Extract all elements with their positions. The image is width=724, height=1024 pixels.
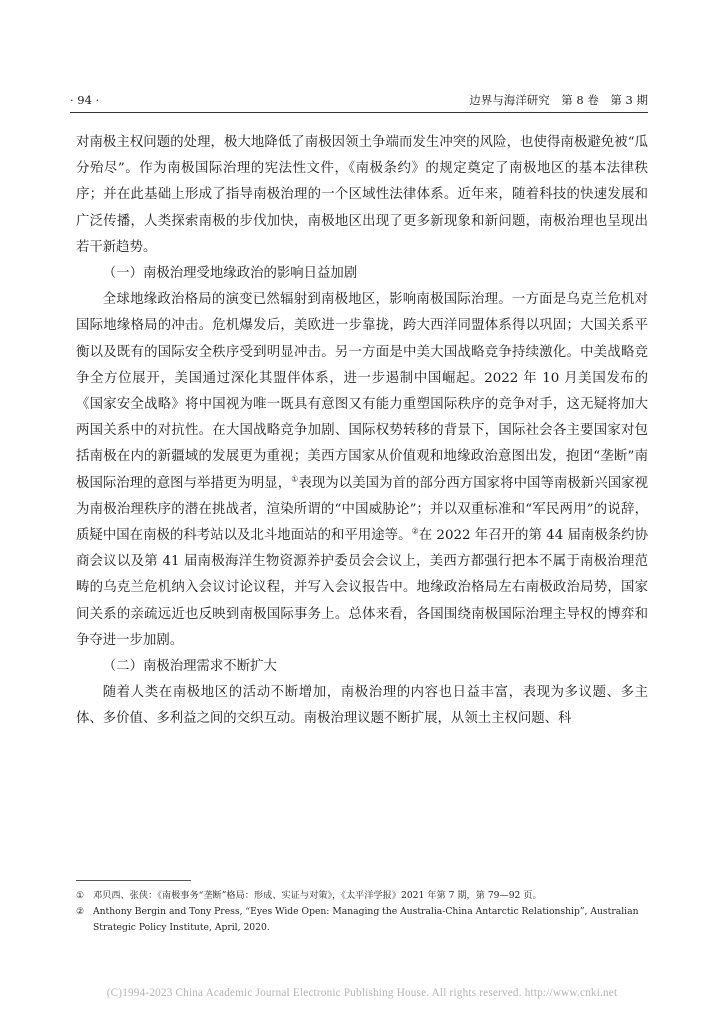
section-heading-2: （二）南极治理需求不断扩大 <box>102 659 277 675</box>
footnote-rule <box>76 880 191 881</box>
footnotes <box>76 888 648 936</box>
journal-title: 边界与海洋研究 第 8 卷 第 3 期 <box>469 93 648 107</box>
paragraph-2-part-c: 在 2022 年召开的第 44 届南极条约协商会议以及第 41 届南极海洋生物资源养护委员会会议上，美西方都强行把本不属于南极治理范畴的乌克兰危机纳入会议讨论议程，并写入会议报告中。地缘政治格局左右南极政治局势，国家间关系的亲疏远近也反映到南极国际事务上。总体来看，各国围绕南极国际治理主导权的博弈和争夺进一步加剧。 <box>76 528 648 648</box>
footnote-text: Anthony Bergin and Tony Press, “Eyes Wide Open: Managing the Australia-China Antarctic Relationship”, Australian Strategic Policy Institute, April, 2020. <box>93 906 639 933</box>
footnote-2 <box>76 904 648 936</box>
article-body <box>76 130 648 733</box>
footnote-ref-1[interactable]: ① <box>291 474 299 484</box>
footnote-text: 邓贝西、张侠：《南极事务“垄断”格局：形成、实证与对策》，《太平洋学报》2021 年第 7 期，第 79—92 页。 <box>93 890 542 901</box>
paragraph-3: 随着人类在南极地区的活动不断增加，南极治理的内容也日益丰富，表现为多议题、多主体、多价值、多利益之间的交织互动。南极治理议题不断扩展，从领土主权问题、科 <box>76 685 648 727</box>
paragraph-2 <box>76 287 648 654</box>
paragraph-2-part-a: 全球地缘政治格局的演变已然辐射到南极地区，影响南极国际治理。一方面是乌克兰危机对国际地缘格局的冲击。危机爆发后，美欧进一步靠拢，跨大西洋同盟体系得以巩固；大国关系平衡以及既有的国际安全秩序受到明显冲击。另一方面是中美大国战略竞争持续激化。中美战略竞争全方位展开，美国通过深化其盟伴体系，进一步遏制中国崛起。2022 年 10 月美国发布的《国家安全战略》将中国视为唯一既具有意图又有能力重塑国际秩序的竞争对手，这无疑将加大两国关系中的对抗性。在大国战略竞争加剧、国际权势转移的背景下，国际社会各主要国家对包括南极在内的新疆域的发展更为重视；美西方国家从价值观和地缘政治意图出发，抱团“垄断”南极国际治理的意图与举措更为明显， <box>76 292 648 491</box>
footnote-ref-2[interactable]: ② <box>411 526 419 536</box>
footnote-1 <box>76 888 648 904</box>
footnote-mark: ① <box>76 890 85 901</box>
copyright-watermark: (C)1994-2023 China Academic Journal Electronic Publishing House. All rights reserved. http://www.cnki.net <box>106 987 618 999</box>
footnote-mark: ② <box>76 906 85 917</box>
header-rule <box>70 112 648 113</box>
running-header <box>70 91 648 109</box>
paragraph-1: 对南极主权问题的处理，极大地降低了南极因领土争端而发生冲突的风险，也使得南极避免被“瓜分殆尽”。作为南极国际治理的宪法性文件，《南极条约》的规定奠定了南极地区的基本法律秩序；并在此基础上形成了指导南极治理的一个区域性法律体系。近年来，随着科技的快速发展和广泛传播，人类探索南极的步伐加快，南极地区出现了更多新现象和新问题，南极治理也呈现出若干新趋势。 <box>76 135 648 255</box>
paragraph-2-part-b: 表现为以美国为首的部分西方国家将中国等南极新兴国家视为南极治理秩序的潜在挑战者，渲染所谓的“中国威胁论”；并以双重标准和“军民两用”的说辞，质疑中国在南极的科考站以及北斗地面站的和平用途等。 <box>76 475 649 544</box>
page-number: · 94 · <box>70 93 100 107</box>
section-heading-1: （一）南极治理受地缘政治的影响日益加剧 <box>102 266 358 282</box>
